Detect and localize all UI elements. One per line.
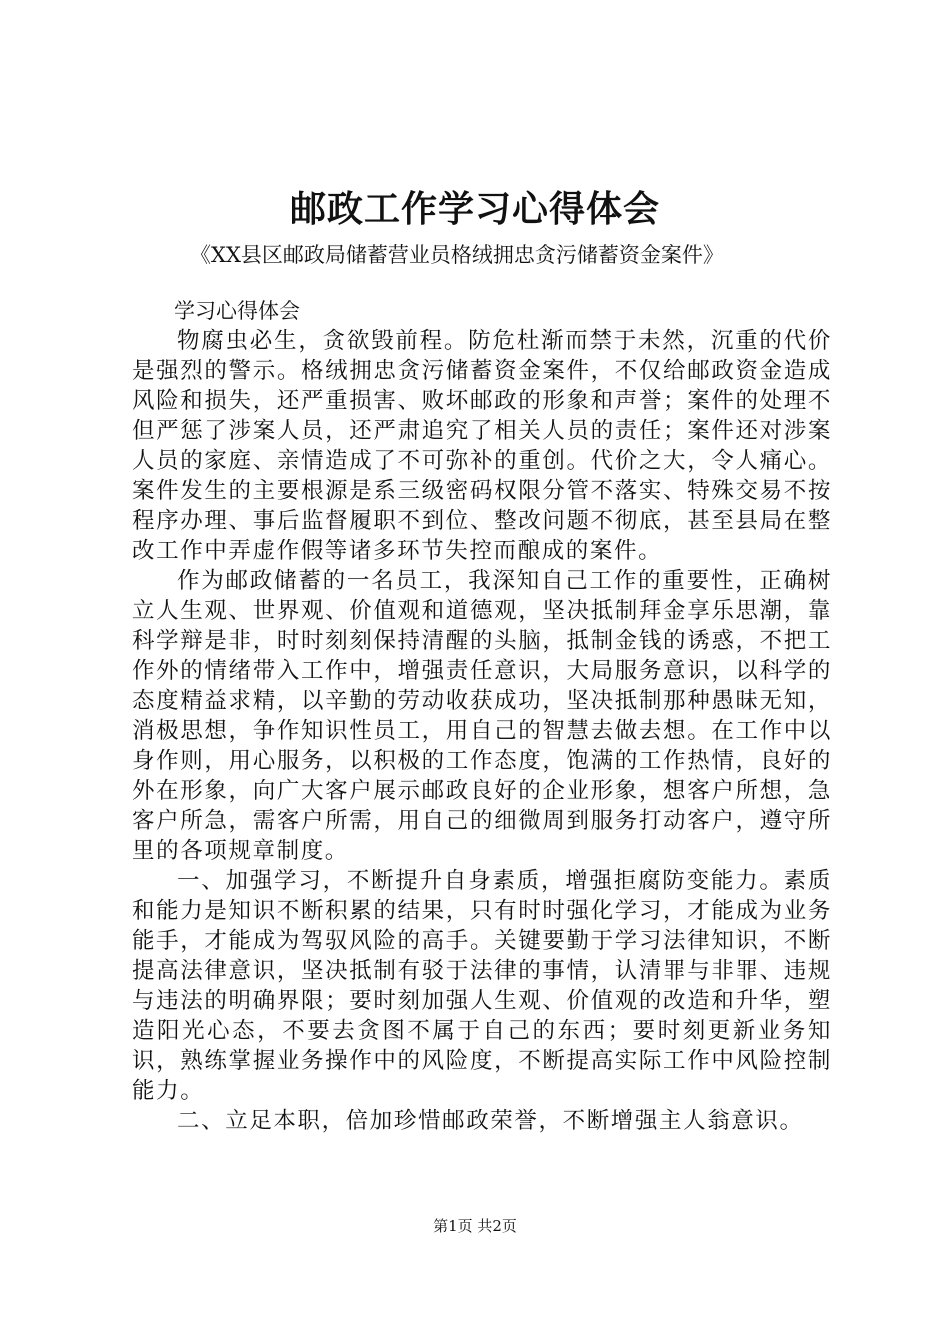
body-paragraph: 二、立足本职，倍加珍惜邮政荣誉，不断增强主人翁意识。: [177, 1108, 804, 1134]
section-heading: 学习心得体会: [174, 299, 300, 323]
document-title: 邮政工作学习心得体会: [289, 188, 660, 230]
body-paragraph: 物腐虫必生，贪欲毁前程。防危杜渐而禁于未然，沉重的代价是强烈的警示。格绒拥忠贪污储蓄资金案件，不仅给邮政资金造成风险和损失，还严重损害、败坏邮政的形象和声誉；案件的处理不但严惩了涉案人员，还严肃追究了相关人员的责任；案件还对涉案人员的家庭、亲情造成了不可弥补的重创。代价之大，令人痛心。案件发生的主要根源是系三级密码权限分管不落实、特殊交易不按程序办理、事后监督履职不到位、整改问题不彻底，甚至县局在整改工作中弄虚作假等诸多环节失控而酿成的案件。: [132, 328, 832, 564]
document-subtitle: 《XX县区邮政局储蓄营业员格绒拥忠贪污储蓄资金案件》: [190, 243, 724, 267]
body-paragraph: 作为邮政储蓄的一名员工，我深知自己工作的重要性，正确树立人生观、世界观、价值观和道德观，坚决抵制拜金享乐思潮，靠科学辩是非，时时刻刻保持清醒的头脑，抵制金钱的诱惑，不把工作外的情绪带入工作中，增强责任意识，大局服务意识，以科学的态度精益求精，以辛勤的劳动收获成功，坚决抵制那种愚昧无知，消极思想，争作知识性员工，用自己的智慧去做去想。在工作中以身作则，用心服务，以积极的工作态度，饱满的工作热情，良好的外在形象，向广大客户展示邮政良好的企业形象，想客户所想，急客户所急，需客户所需，用自己的细微周到服务打动客户，遵守所里的各项规章制度。: [132, 568, 832, 864]
document-body: [132, 296, 832, 1136]
body-paragraph: 一、加强学习，不断提升自身素质，增强拒腐防变能力。素质和能力是知识不断积累的结果，只有时时强化学习，才能成为业务能手，才能成为驾驭风险的高手。关键要勤于学习法律知识，不断提高法律意识，坚决抵制有驳于法律的事情，认清罪与非罪、违规与违法的明确界限；要时刻加强人生观、价值观的改造和升华，塑造阳光心态，不要去贪图不属于自己的东西；要时刻更新业务知识，熟练掌握业务操作中的风险度，不断提高实际工作中风险控制能力。: [132, 868, 832, 1104]
page-number-footer: 第1页 共2页: [433, 1217, 517, 1235]
